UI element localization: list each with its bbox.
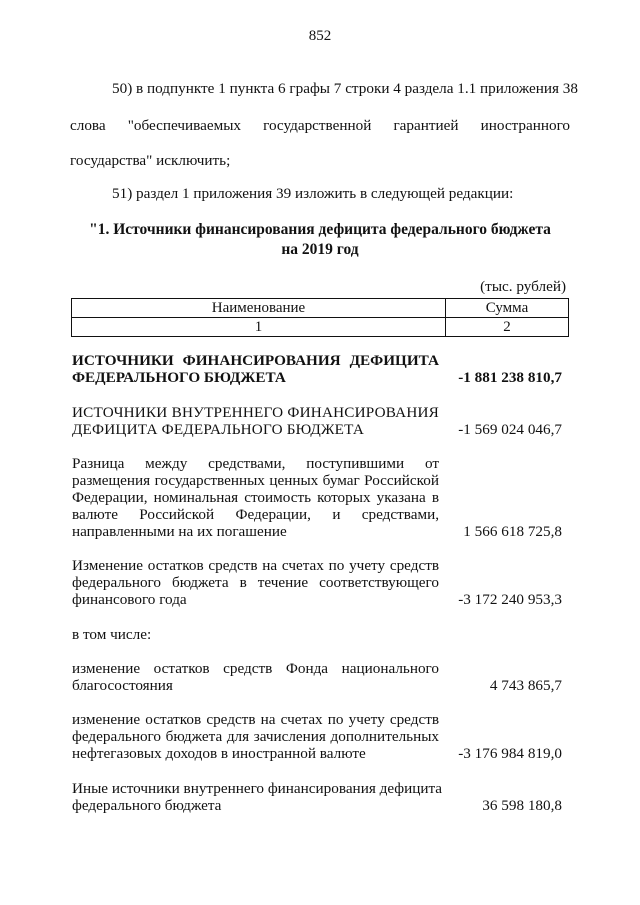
- row-name-line: изменение остатков средств Фонда национального: [72, 660, 439, 677]
- row-value: 36 598 180,8: [482, 797, 562, 814]
- section-title: [70, 220, 570, 260]
- row-name-line: федерального бюджета в течение соответствующего: [72, 574, 439, 591]
- row-name-line: валюте Российской Федерации, и средствами,: [72, 506, 439, 523]
- amendment-50-word: иностранного: [480, 117, 571, 134]
- units-note: (тыс. рублей): [480, 278, 566, 295]
- row-value: -1 569 024 046,7: [458, 421, 562, 438]
- row-name-line: Изменение остатков средств на счетах по учету средств: [72, 557, 439, 574]
- table-row: [72, 711, 439, 762]
- section-title-line-2: на 2019 год: [281, 241, 359, 258]
- amendment-51: 51) раздел 1 приложения 39 изложить в следующей редакции:: [112, 185, 514, 202]
- table-row: [72, 455, 439, 540]
- column-header-name: Наименование: [72, 299, 446, 318]
- amendment-50-line-2: [70, 117, 570, 135]
- row-name-line: ИСТОЧНИКИ ВНУТРЕННЕГО ФИНАНСИРОВАНИЯ: [72, 404, 439, 421]
- amendment-50-word: гарантией: [393, 117, 459, 134]
- table-row: [72, 557, 439, 608]
- row-name-line: финансового года: [72, 591, 187, 608]
- row-name-line: федерального бюджета: [72, 797, 222, 814]
- table-row: [72, 404, 439, 438]
- column-header-amount: Сумма: [446, 299, 569, 318]
- table-row: [72, 352, 439, 386]
- table-row: [72, 660, 439, 694]
- amendment-50-word: слова: [70, 117, 106, 134]
- row-name-line: ИСТОЧНИКИ ФИНАНСИРОВАНИЯ ДЕФИЦИТА: [72, 352, 439, 369]
- row-name-line: Разница между средствами, поступившими от: [72, 455, 439, 472]
- row-name-line: ДЕФИЦИТА ФЕДЕРАЛЬНОГО БЮДЖЕТА: [72, 421, 365, 438]
- page-number: 852: [308, 28, 332, 44]
- amendment-50-word: "обеспечиваемых: [127, 117, 242, 134]
- table-row: [72, 626, 439, 643]
- amendment-50-word: государственной: [263, 117, 372, 134]
- row-name-line: размещения государственных ценных бумаг Российской: [72, 472, 439, 489]
- row-value: 4 743 865,7: [489, 677, 562, 694]
- amendment-50-line-1: 50) в подпункте 1 пункта 6 графы 7 строки 4 раздела 1.1 приложения 38: [112, 80, 578, 97]
- row-name-line: нефтегазовых доходов в иностранной валюте: [72, 745, 366, 762]
- amendment-50-line-3: государства" исключить;: [70, 152, 231, 169]
- row-value: 1 566 618 725,8: [463, 523, 562, 540]
- column-number-1: 1: [72, 318, 446, 337]
- row-value: -1 881 238 810,7: [458, 369, 562, 386]
- table-row: [72, 780, 443, 814]
- column-number-2: 2: [446, 318, 569, 337]
- row-name-line: в том числе:: [72, 626, 152, 643]
- row-name-line: направленными на их погашение: [72, 523, 287, 540]
- row-name-line: изменение остатков средств на счетах по учету средств: [72, 711, 439, 728]
- table-header: [71, 298, 569, 337]
- row-name-line: ФЕДЕРАЛЬНОГО БЮДЖЕТА: [72, 369, 286, 386]
- row-name-line: Федерации, номинальная стоимость которых указана в: [72, 489, 439, 506]
- row-name-line: федерального бюджета для зачисления дополнительных: [72, 728, 439, 745]
- row-name-line: Иные источники внутреннего финансирования дефицита: [72, 780, 443, 797]
- row-value: -3 176 984 819,0: [458, 745, 562, 762]
- section-title-line-1: "1. Источники финансирования дефицита федерального бюджета: [89, 221, 551, 238]
- row-name-line: благосостояния: [72, 677, 173, 694]
- row-value: -3 172 240 953,3: [458, 591, 562, 608]
